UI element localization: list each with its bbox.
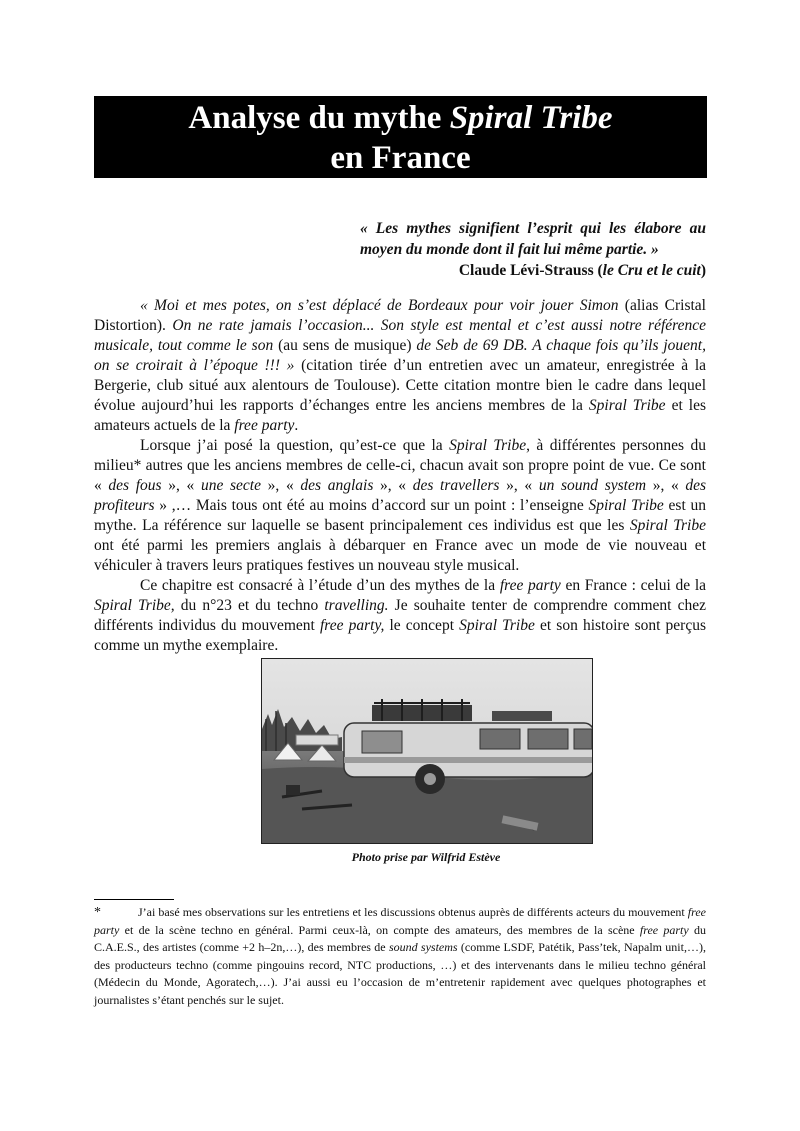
paragraph (94, 296, 706, 436)
footnote-text (94, 905, 706, 1007)
italic-run: des anglais (300, 477, 374, 494)
text-run: . (294, 417, 299, 434)
text-run: (comme LSDF, Patétik, Pass’tek, Napalm unit,…), des producteurs techno (comme pingouins record, NTC productions, …) et des intervenants dans le milieu techno général (Médecin du Monde, Agoratech,…). J’ai aussi eu l’occasion de m’entretenir rapidement avec quelques photographes et journalistes s’étant penchés sur le sujet. (94, 940, 706, 1007)
photo-bus-camp (261, 658, 593, 844)
text-run: et de la scène techno en général. Parmi ceux-là, on compte des amateurs, des membres de la scène (119, 922, 640, 937)
chapter-title-line-1: Analyse du mythe Spiral Tribe (188, 100, 613, 136)
epigraph (360, 218, 706, 281)
photo-caption: Photo prise par Wilfrid Estève (351, 850, 501, 864)
epigraph-work: le Cru et le cuit (602, 262, 701, 279)
text-run: et les amateurs actuels de la (94, 397, 706, 434)
italic-run: free party, (319, 617, 385, 634)
chapter-title-line-2: en France (330, 140, 471, 176)
text-run: » ,… Mais tous ont été au moins d’accord sur un point : l’enseigne (154, 497, 589, 514)
italic-run: On ne rate jamais l’occasion... Son style est mental et c’est aussi notre référence musicale, tout comme le son (94, 317, 706, 354)
paragraph (94, 576, 706, 656)
italic-run: une secte (200, 477, 261, 494)
text-run: (au sens de musique) (273, 337, 417, 354)
italic-run: Spiral Tribe (459, 617, 535, 634)
italic-run: de Seb de 69 DB. A chaque fois qu’ils jouent, on se croirait à l’époque !!! » (94, 337, 706, 374)
text-run: (citation tirée d’un entretien avec un amateur, enregistrée à la Bergerie, club situé aux alentours de Toulouse). Cette citation montre bien le cadre dans lequel évolue aujourd’hui les rapports d’échanges entre les anciens membres de la (94, 357, 707, 414)
italic-run: des profiteurs (94, 477, 707, 514)
photo-illustration (262, 659, 592, 843)
footnote-separator (94, 899, 174, 900)
footnote (94, 904, 706, 1010)
italic-run: Spiral Tribe (588, 497, 664, 514)
text-run: et son histoire sont perçus comme un mythe exemplaire. (94, 617, 706, 654)
epigraph-attribution: Claude Lévi-Strauss (le Cru et le cuit) (458, 262, 706, 279)
italic-run: des travellers (412, 477, 500, 494)
italic-run: « Moi et mes potes, on s’est déplacé de Bordeaux pour voir jouer Simon (140, 297, 619, 314)
text-run: », « (646, 477, 686, 494)
italic-run: free party (499, 577, 561, 594)
italic-run: Spiral Tribe, (94, 597, 175, 614)
italic-run: free party (234, 417, 295, 434)
text-run: le concept (384, 617, 460, 634)
text-run: du n°23 et du techno (174, 597, 325, 614)
text-run: du C.A.E.S., des artistes (comme +2 h–2n,…), des membres de (94, 922, 707, 955)
text-run: », « (161, 477, 201, 494)
text-run: ont été parmi les premiers anglais à débarquer en France avec un mode de vie nouveau et véhiculer à travers leurs pratiques festives un nouveau style musical. (94, 537, 706, 574)
body-text (94, 296, 706, 656)
italic-run: Spiral Tribe (629, 517, 706, 534)
italic-run: des fous (108, 477, 162, 494)
text-run: », « (261, 477, 301, 494)
text-run: Je souhaite tenter de comprendre comment chez différents individus du mouvement (94, 597, 706, 634)
text-run: est un mythe. La référence sur laquelle se basent principalement ces individus est que les (94, 497, 706, 534)
italic-run: Spiral Tribe (588, 397, 666, 414)
text-run: », « (373, 477, 413, 494)
text-run: », « (499, 477, 539, 494)
italic-run: sound systems (388, 940, 458, 955)
paragraph (94, 436, 706, 576)
text-run: J’ai basé mes observations sur les entretiens et les discussions obtenus auprès de différents acteurs du mouvement (138, 905, 688, 919)
italic-run: Spiral Tribe (449, 437, 527, 454)
footnote-marker: * (94, 905, 101, 920)
text-run: en France : celui de la (560, 577, 707, 594)
epigraph-author: Claude Lévi-Strauss (458, 262, 594, 279)
italic-run: travelling. (324, 597, 389, 614)
text-run: (alias Cristal Distortion). (94, 297, 706, 334)
text-run: Lorsque j’ai posé la question, qu’est-ce que la (140, 437, 450, 454)
chapter-title-banner (94, 96, 707, 178)
text-run: Ce chapitre est consacré à l’étude d’un des mythes de la (140, 577, 500, 594)
italic-run: free party (94, 905, 706, 937)
epigraph-quote: « Les mythes signifient l’esprit qui les élabore au moyen du monde dont il fait lui même partie. » (360, 220, 706, 258)
italic-run: free party (639, 922, 689, 937)
text-run: , à différentes personnes du milieu* autres que les anciens membres de celle-ci, chacun avait son propre point de vue. Ce sont « (94, 437, 706, 494)
italic-run: un sound system (538, 477, 647, 494)
